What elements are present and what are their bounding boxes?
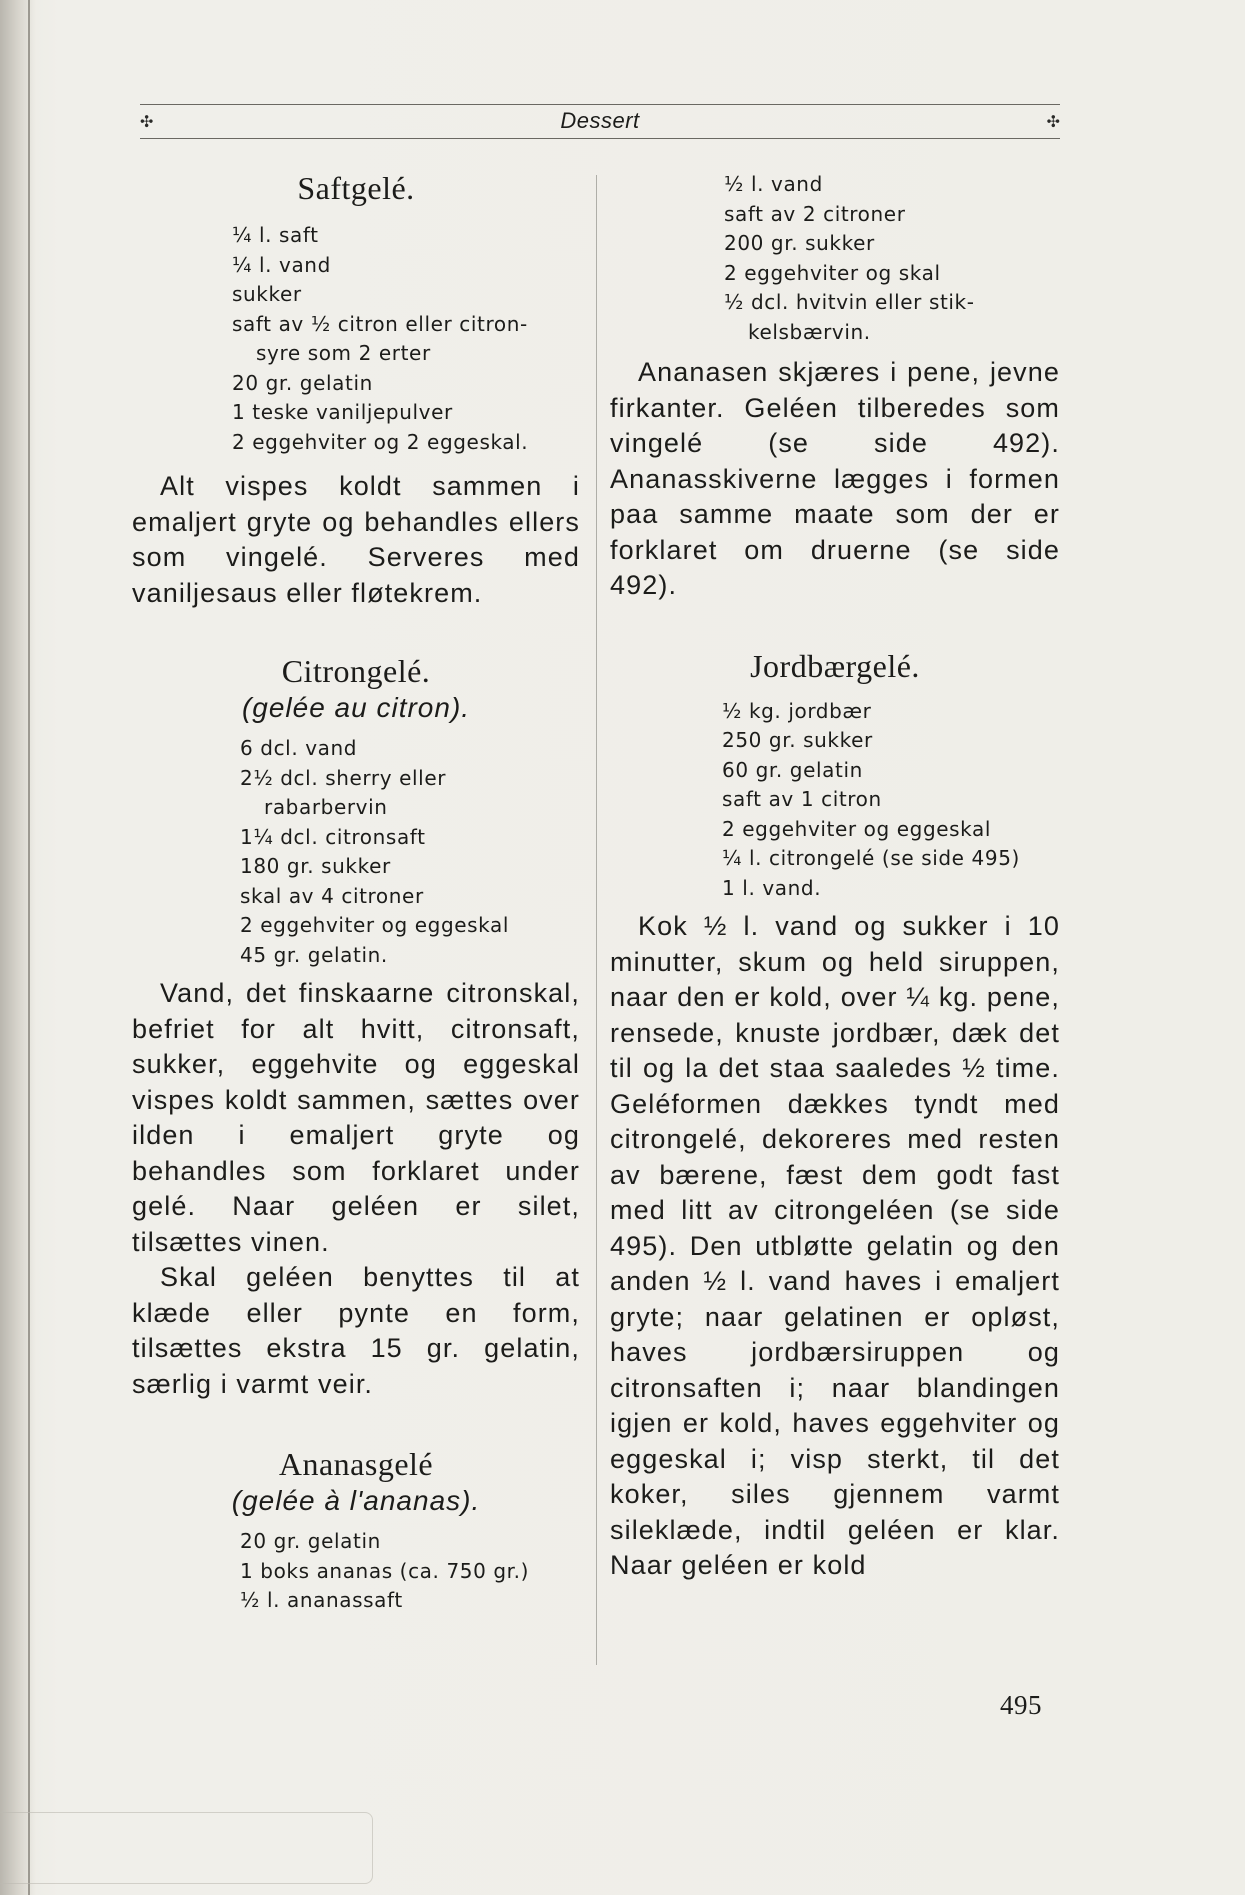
ingredient-list (132, 1527, 580, 1616)
page-edge-mark (0, 1812, 373, 1884)
ingredient: 1 boks ananas (ca. 750 gr.) (240, 1558, 530, 1583)
ingredient: ½ kg. jordbær (722, 698, 872, 723)
paragraph: Skal geléen benyttes til at klæde eller pynte en form, tilsættes ekstra 15 gr. gelatin, særlig i varmt veir. (132, 1262, 580, 1399)
ingredient: ½ l. vand (724, 172, 823, 196)
paragraph: Vand, det finskaarne citronskal, befriet for alt hvitt, citronsaft, sukker, eggehvite og eggeskal vispes koldt sammen, sættes over ilden i emaljert gryte og behandles som forklaret under gelé. Naar geléen er silet, tilsættes vinen. (132, 978, 580, 1257)
ingredient: sukker (232, 282, 302, 306)
ingredient: 200 gr. sukker (724, 231, 875, 255)
paragraph: Alt vispes koldt sammen i emaljert gryte og behandles ellers som vingelé. Serveres med vaniljesaus eller fløtekrem. (132, 471, 580, 608)
ingredient: ¼ l. citrongelé (se side 495) (722, 846, 1020, 870)
ingredient: 250 gr. sukker (722, 728, 873, 752)
header-title: Dessert (560, 108, 640, 133)
page-number: 495 (1000, 1690, 1042, 1720)
recipe-title: Jordbærgelé. (750, 647, 920, 684)
recipe-instructions (132, 976, 580, 1402)
ingredient-list (610, 697, 1060, 904)
recipe-instructions (132, 469, 580, 611)
ingredient: 20 gr. gelatin (232, 370, 373, 395)
paragraph: Kok ½ l. vand og sukker i 10 minutter, skum og held siruppen, naar den er kold, over ¼ kg. pene, rensede, knuste jordbær, dæk det til og la det staa saaledes ½ time. Geléformen dækkes tyndt med citrongelé, dekoreres med resten av bærene, fæst dem godt fast med litt av citrongeléen (se side 495). Den utbløtte gelatin og den anden ½ l. vand haves i emaljert gryte; naar gelatinen er opløst, haves jordbærsiruppen og citronsaften i; naar blandingen igjen er kold, haves eggehviter og eggeskal i; visp sterkt, til det koker, siles gjennem varmt sileklæde, indtil geléen er klar. Naar geléen er kold (610, 911, 1060, 1580)
ingredient: ½ l. ananassaft (240, 1588, 403, 1612)
recipe-jordbaergele (610, 648, 1060, 1584)
recipe-saftgele (132, 170, 580, 611)
ingredient: saft av 2 citroner (724, 201, 906, 226)
ingredient: ½ dcl. hvitvin eller stik- (724, 290, 975, 314)
ingredient: 2½ dcl. sherry eller (240, 765, 447, 790)
ingredient: 1 teske vaniljepulver (232, 400, 453, 424)
ingredient: ¼ l. saft (232, 223, 319, 247)
ingredient: 1 l. vand. (722, 875, 822, 900)
ingredient-list (610, 170, 1060, 347)
recipe-subtitle: (gelée à l'ananas). (231, 1485, 481, 1516)
ingredient: 180 gr. sukker (240, 854, 391, 878)
page-spine-shadow (28, 0, 30, 1895)
recipe-title: Ananasgelé (278, 1446, 434, 1482)
column-divider (596, 175, 597, 1665)
ingredient: saft av 1 citron (722, 787, 882, 811)
recipe-ananasgele-continued (610, 170, 1060, 604)
header-rule-bottom (140, 138, 1060, 139)
ingredient: 2 eggehviter og skal (724, 260, 941, 285)
header-rule-top (140, 104, 1060, 105)
ingredient: syre som 2 erter (256, 341, 431, 365)
recipe-instructions (610, 355, 1060, 604)
ingredient: 60 gr. gelatin (722, 757, 863, 782)
paragraph: Ananasen skjæres i pene, jevne firkanter. Geléen tilberedes som vingelé (se side 492). Ananasskiverne lægges i formen paa samme maate som der er forklaret om druerne (se side 492). (610, 357, 1060, 600)
ingredient-list (132, 221, 580, 457)
ornament-right-icon: ✣ (1046, 112, 1060, 131)
left-column (132, 170, 580, 1616)
ingredient: ¼ l. vand (232, 252, 331, 277)
ingredient-list (132, 734, 580, 970)
ingredient: rabarbervin (264, 795, 388, 819)
ingredient: saft av ½ citron eller citron- (232, 311, 528, 336)
recipe-title: Saftgelé. (297, 170, 415, 206)
ingredient: 2 eggehviter og eggeskal (240, 913, 510, 937)
ingredient: kelsbærvin. (748, 319, 871, 344)
ingredient: 45 gr. gelatin. (240, 942, 388, 967)
recipe-subtitle: (gelée au citron). (241, 692, 471, 723)
running-header (140, 100, 1060, 140)
ingredient: 1¼ dcl. citronsaft (240, 824, 426, 849)
ingredient: 6 dcl. vand (240, 736, 358, 760)
right-column (610, 170, 1060, 1584)
ingredient: 2 eggehviter og 2 eggeskal. (232, 429, 529, 454)
ingredient: 20 gr. gelatin (240, 1529, 381, 1553)
recipe-citrongele (132, 653, 580, 1402)
recipe-instructions (610, 909, 1060, 1584)
ornament-left-icon: ✣ (140, 112, 154, 131)
ingredient: skal av 4 citroner (240, 883, 424, 908)
ingredient: 2 eggehviter og eggeskal (722, 816, 992, 841)
recipe-ananasgele (132, 1446, 580, 1616)
recipe-title: Citrongelé. (281, 653, 431, 689)
